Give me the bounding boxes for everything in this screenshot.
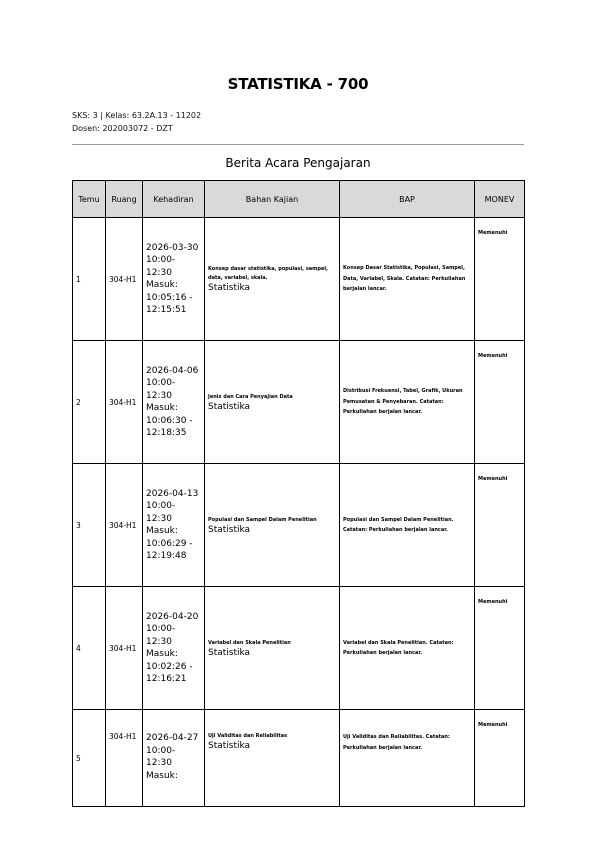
cell-monev: Memenuhi <box>475 587 525 710</box>
cell-kehadiran: 2026-04-13 10:00-12:30 Masuk: 10:06:29 - 12:19:48 <box>143 464 205 587</box>
course-info: SKS: 3 | Kelas: 63.2A.13 - 11202 <box>72 111 202 120</box>
bahan-text: Uji Validitas dan Reliabilitas <box>208 733 288 739</box>
column-header-bahan-kajian: Bahan Kajian <box>205 181 340 218</box>
column-header-ruang: Ruang <box>106 181 143 218</box>
cell-ruang: 304-H1 <box>106 587 143 710</box>
cell-bap: Konsep Dasar Statistika, Populasi, Sampel, Data, Variabel, Skala. Catatan: Perkuliahan berjalan lancar. <box>340 218 475 341</box>
cell-ruang: 304-H1 <box>106 218 143 341</box>
cell-ruang: 304-H1 <box>106 464 143 587</box>
bahan-text: Variabel dan Skala Penelitian <box>208 639 291 646</box>
cell-temu: 4 <box>73 587 106 710</box>
table-row <box>73 464 525 587</box>
bahan-text: Jenis dan Cara Penyajian Data <box>208 393 293 400</box>
cell-temu: 3 <box>73 464 106 587</box>
cell-temu: 1 <box>73 218 106 341</box>
page-title: STATISTIKA - 700 <box>227 75 369 93</box>
cell-bahan-kajian <box>205 464 340 587</box>
table-row <box>73 341 525 464</box>
table-header-row <box>73 181 525 218</box>
section-title: Berita Acara Pengajaran <box>225 156 371 170</box>
cell-monev: Memenuhi <box>475 218 525 341</box>
column-header-monev: MONEV <box>475 181 525 218</box>
bahan-text: Populasi dan Sampel Dalam Penelitian <box>208 516 317 523</box>
cell-bahan-kajian <box>205 587 340 710</box>
column-header-bap: BAP <box>340 181 475 218</box>
cell-bap: Variabel dan Skala Penelitian. Catatan: Perkuliahan berjalan lancar. <box>340 587 475 710</box>
bahan-tag: Statistika <box>208 741 251 751</box>
cell-kehadiran: 2026-04-27 10:00-12:30 Masuk: <box>143 710 205 807</box>
cell-monev: Memenuhi <box>475 710 525 807</box>
cell-bap: Distribusi Frekuensi, Tabel, Grafik, Ukuran Pemusatan & Penyebaran. Catatan: Perkuliahan berjalan lancar. <box>340 341 475 464</box>
table-row <box>73 587 525 710</box>
cell-temu: 2 <box>73 341 106 464</box>
cell-ruang: 304-H1 <box>106 710 143 807</box>
table-row <box>73 218 525 341</box>
bahan-tag: Statistika <box>208 647 251 658</box>
column-header-temu: Temu <box>73 181 106 218</box>
bahan-tag: Statistika <box>208 283 251 293</box>
cell-temu: 5 <box>73 710 106 807</box>
bahan-tag: Statistika <box>208 401 251 412</box>
lecturer-info: Dosen: 202003072 - DZT <box>72 124 173 133</box>
cell-monev: Memenuhi <box>475 341 525 464</box>
cell-bap: Populasi dan Sampel Dalam Penelitian. Catatan: Perkuliahan berjalan lancar. <box>340 464 475 587</box>
cell-bap: Uji Validitas dan Reliabilitas. Catatan: Perkuliahan berjalan lancar. <box>340 710 475 807</box>
cell-bahan-kajian <box>205 218 340 341</box>
column-header-kehadiran: Kehadiran <box>143 181 205 218</box>
bahan-tag: Statistika <box>208 524 251 535</box>
table-row <box>73 710 525 807</box>
bap-table <box>72 180 525 807</box>
cell-bahan-kajian <box>205 710 340 807</box>
cell-kehadiran: 2026-04-06 10:00-12:30 Masuk: 10:06:30 - 12:18:35 <box>143 341 205 464</box>
cell-bahan-kajian <box>205 341 340 464</box>
cell-kehadiran: 2026-04-20 10:00-12:30 Masuk: 10:02:26 - 12:16:21 <box>143 587 205 710</box>
divider <box>72 144 524 145</box>
cell-kehadiran: 2026-03-30 10:00-12:30 Masuk: 10:05:16 - 12:15:51 <box>143 218 205 341</box>
cell-ruang: 304-H1 <box>106 341 143 464</box>
bahan-text: Konsep dasar statistika, populasi, sampel, data, variabel, skala. <box>208 266 328 281</box>
cell-monev: Memenuhi <box>475 464 525 587</box>
